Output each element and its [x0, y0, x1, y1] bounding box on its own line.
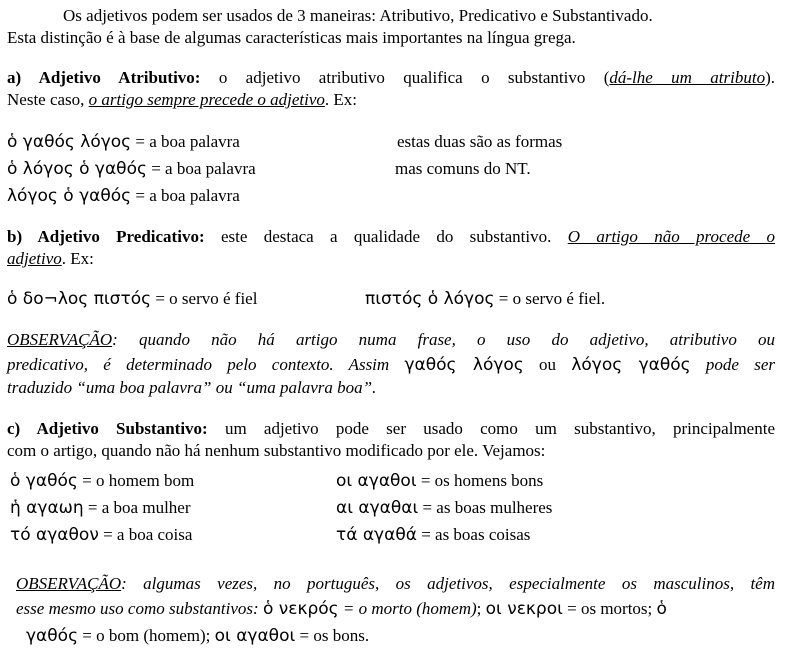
section-b-heading: b) Adjetivo Predicativo:: [7, 227, 205, 246]
translation: = a boa palavra: [131, 132, 240, 151]
observacao-text: : quando não há artigo numa frase, o uso do adjetivo, atributivo ou: [112, 330, 775, 349]
greek-text: ἡ αγαωη: [10, 498, 84, 518]
translation: = os bons.: [295, 626, 370, 645]
section-a-note-1: estas duas são as formas: [397, 132, 563, 151]
greek-text: ὁ: [656, 599, 667, 619]
greek-text: ὁ γαθός λόγος: [7, 132, 132, 152]
observacao-2-line-2: [16, 598, 775, 620]
observacao-2-line-3: [26, 625, 775, 647]
translation: = as boas mulheres: [418, 498, 553, 517]
observacao-2-line-1: [16, 573, 775, 595]
section-b-emph-2: adjetivo: [7, 249, 62, 268]
observacao-text: = o morto (homem): [338, 599, 477, 618]
section-a-text-end: ).: [765, 68, 775, 87]
intro-line-1: Os adjetivos podem ser usados de 3 maneiras: Atributivo, Predicativo e Substantivado.: [63, 6, 653, 25]
observacao-text: predicativo, é determinado pelo contexto. Assim: [7, 355, 405, 374]
observacao-label: OBSERVAÇÃO: [7, 330, 113, 349]
greek-text: τό αγαθον: [10, 525, 99, 545]
observacao-text: : algumas vezes, no português, os adjetivos, especialmente os masculinos, têm: [121, 574, 775, 593]
greek-text: γαθός λόγος: [404, 355, 524, 375]
greek-text: οι αγαθοι: [214, 626, 296, 646]
greek-text: ὁ νεκρός: [262, 599, 339, 619]
section-a-heading: a) Adjetivo Atributivo:: [7, 68, 201, 87]
greek-text: ὁ δο¬λος πιστός: [7, 289, 152, 309]
observacao-1-line-1: [7, 329, 775, 351]
observacao-text: esse mesmo uso como substantivos:: [16, 599, 263, 618]
greek-text: ὁ λόγος ὁ γαθός: [7, 159, 147, 179]
example-b-2: [365, 288, 605, 310]
observacao-label: OBSERVAÇÃO: [16, 574, 122, 593]
section-c-heading: c) Adjetivo Substantivo:: [7, 419, 208, 438]
observacao-text: traduzido “uma boa palavra” ou “uma palavra boa”.: [7, 378, 377, 397]
translation: = a boa palavra: [131, 186, 240, 205]
section-c-line-1: [7, 418, 775, 440]
example-c-row-2-right: [336, 497, 552, 519]
observacao-1-line-3: [7, 377, 775, 399]
translation: = as boas coisas: [416, 525, 531, 544]
greek-text: τά αγαθά: [336, 525, 417, 545]
section-a-line2-post: . Ex:: [324, 90, 357, 109]
greek-text: λόγος γαθός: [571, 355, 691, 375]
greek-text: ὁ γαθός: [10, 471, 78, 491]
section-b-line-2: [7, 248, 775, 270]
ou-text: ou: [523, 355, 572, 374]
example-a-3: [7, 185, 775, 207]
greek-text: λόγος ὁ γαθός: [7, 186, 132, 206]
translation: = o homem bom: [77, 471, 195, 490]
section-a-line2-pre: Neste caso,: [7, 90, 89, 109]
example-c-row-1-right: [336, 470, 543, 492]
section-a-line-1: [7, 67, 775, 89]
translation: = o servo é fiel: [151, 289, 258, 308]
section-b-emph: O artigo não procede o: [567, 227, 776, 246]
example-a-2: [7, 158, 775, 180]
greek-text: αι αγαθαι: [336, 498, 419, 518]
translation: = a boa coisa: [98, 525, 193, 544]
section-b-text: este destaca a qualidade do substantivo.: [204, 227, 568, 246]
greek-text: πιστός ὁ λόγος: [365, 289, 495, 309]
example-c-row-3-right: [336, 524, 530, 546]
greek-text: οι νεκροι: [485, 599, 563, 619]
example-a-1: [7, 131, 775, 153]
section-a-line-2: [7, 89, 775, 111]
observacao-text: pode ser: [690, 355, 775, 374]
greek-text: γαθός: [26, 626, 79, 646]
separator: ;: [476, 599, 486, 618]
intro-line-2: Esta distinção é à base de algumas características mais importantes na língua grega.: [7, 28, 576, 47]
translation: = a boa palavra: [146, 159, 256, 178]
section-a-emph: dá-lhe um atributo: [609, 68, 766, 87]
section-b-line2-post: . Ex:: [61, 249, 94, 268]
translation: = o bom (homem);: [78, 626, 215, 645]
translation: = os homens bons: [416, 471, 544, 490]
translation: = a boa mulher: [83, 498, 191, 517]
translation: = os mortos;: [562, 599, 657, 618]
greek-text: οι αγαθοι: [336, 471, 417, 491]
translation: = o servo é fiel.: [494, 289, 606, 308]
section-b-line-1: [7, 226, 775, 248]
observacao-1-line-2: [7, 354, 775, 376]
section-a-rule: o artigo sempre precede o adjetivo: [88, 90, 325, 109]
section-a-note-2: mas comuns do NT.: [395, 159, 531, 178]
section-a-text: o adjetivo atributivo qualifica o substantivo (: [200, 68, 610, 87]
section-c-line-2: com o artigo, quando não há nenhum substantivo modificado por ele. Vejamos:: [7, 441, 546, 460]
section-c-text: um adjetivo pode ser usado como um substantivo, principalmente: [207, 419, 775, 438]
